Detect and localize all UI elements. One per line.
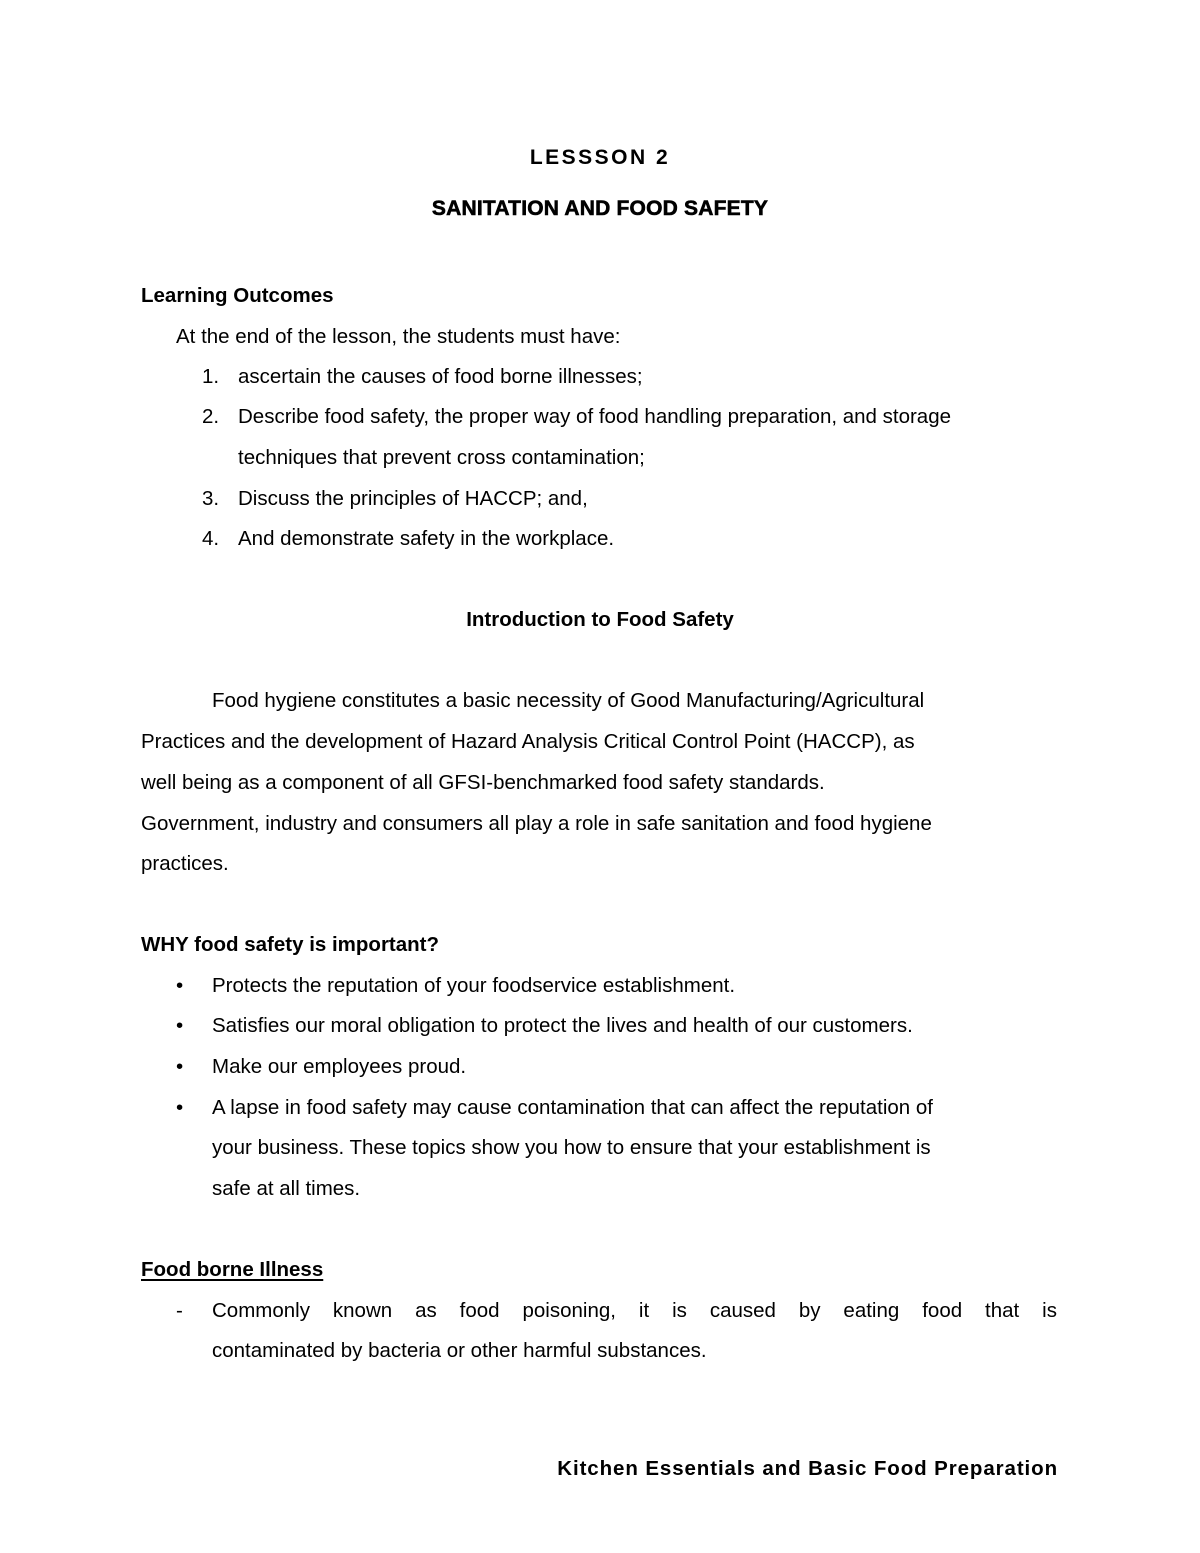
outcome-number: 4. (202, 527, 220, 550)
why-item-text: A lapse in food safety may cause contamination that can affect the reputation of (212, 1096, 933, 1119)
lesson-number: LESSSON 2 (529, 146, 671, 169)
outcome-text: Discuss the principles of HACCP; and, (238, 487, 588, 510)
bullet-icon: • (176, 1055, 184, 1078)
learning-outcomes-intro: At the end of the lesson, the students must have: (176, 325, 621, 348)
why-item-text: Satisfies our moral obligation to protect the lives and health of our customers. (212, 1014, 913, 1037)
intro-paragraph-line: well being as a component of all GFSI-benchmarked food safety standards. (141, 771, 825, 794)
why-item-text-continued: safe at all times. (212, 1177, 361, 1200)
illness-text-line: Commonly known as food poisoning, it is caused by eating food that is (212, 1299, 1057, 1322)
outcome-number: 1. (202, 365, 220, 388)
intro-paragraph-line: practices. (141, 852, 229, 875)
illness-text-continued: contaminated by bacteria or other harmful substances. (212, 1339, 707, 1362)
outcome-text: And demonstrate safety in the workplace. (238, 527, 615, 550)
food-borne-illness-heading: Food borne Illness (141, 1258, 324, 1281)
intro-paragraph-line: Food hygiene constitutes a basic necessity of Good Manufacturing/Agricultural (212, 689, 925, 712)
why-item-text: Protects the reputation of your foodservice establishment. (212, 974, 736, 997)
why-item-text-continued: your business. These topics show you how to ensure that your establishment is (212, 1136, 931, 1159)
intro-paragraph-line: Practices and the development of Hazard Analysis Critical Control Point (HACCP), as (141, 730, 915, 753)
outcome-number: 3. (202, 487, 220, 510)
outcome-text: ascertain the causes of food borne illnesses; (238, 365, 643, 388)
lesson-title: SANITATION AND FOOD SAFETY (431, 197, 769, 220)
outcome-text: Describe food safety, the proper way of food handling preparation, and storage (238, 405, 952, 428)
page-footer: Kitchen Essentials and Basic Food Preparation (557, 1457, 1058, 1480)
dash-icon: - (176, 1299, 183, 1322)
learning-outcomes-heading: Learning Outcomes (141, 284, 334, 307)
bullet-icon: • (176, 1096, 184, 1119)
why-item-text: Make our employees proud. (212, 1055, 467, 1078)
bullet-icon: • (176, 974, 184, 997)
outcome-text-continued: techniques that prevent cross contamination; (238, 446, 645, 469)
why-heading: WHY food safety is important? (141, 933, 440, 956)
intro-paragraph-line: Government, industry and consumers all play a role in safe sanitation and food hygiene (141, 812, 932, 835)
introduction-heading: Introduction to Food Safety (466, 608, 734, 631)
outcome-number: 2. (202, 405, 220, 428)
bullet-icon: • (176, 1014, 184, 1037)
